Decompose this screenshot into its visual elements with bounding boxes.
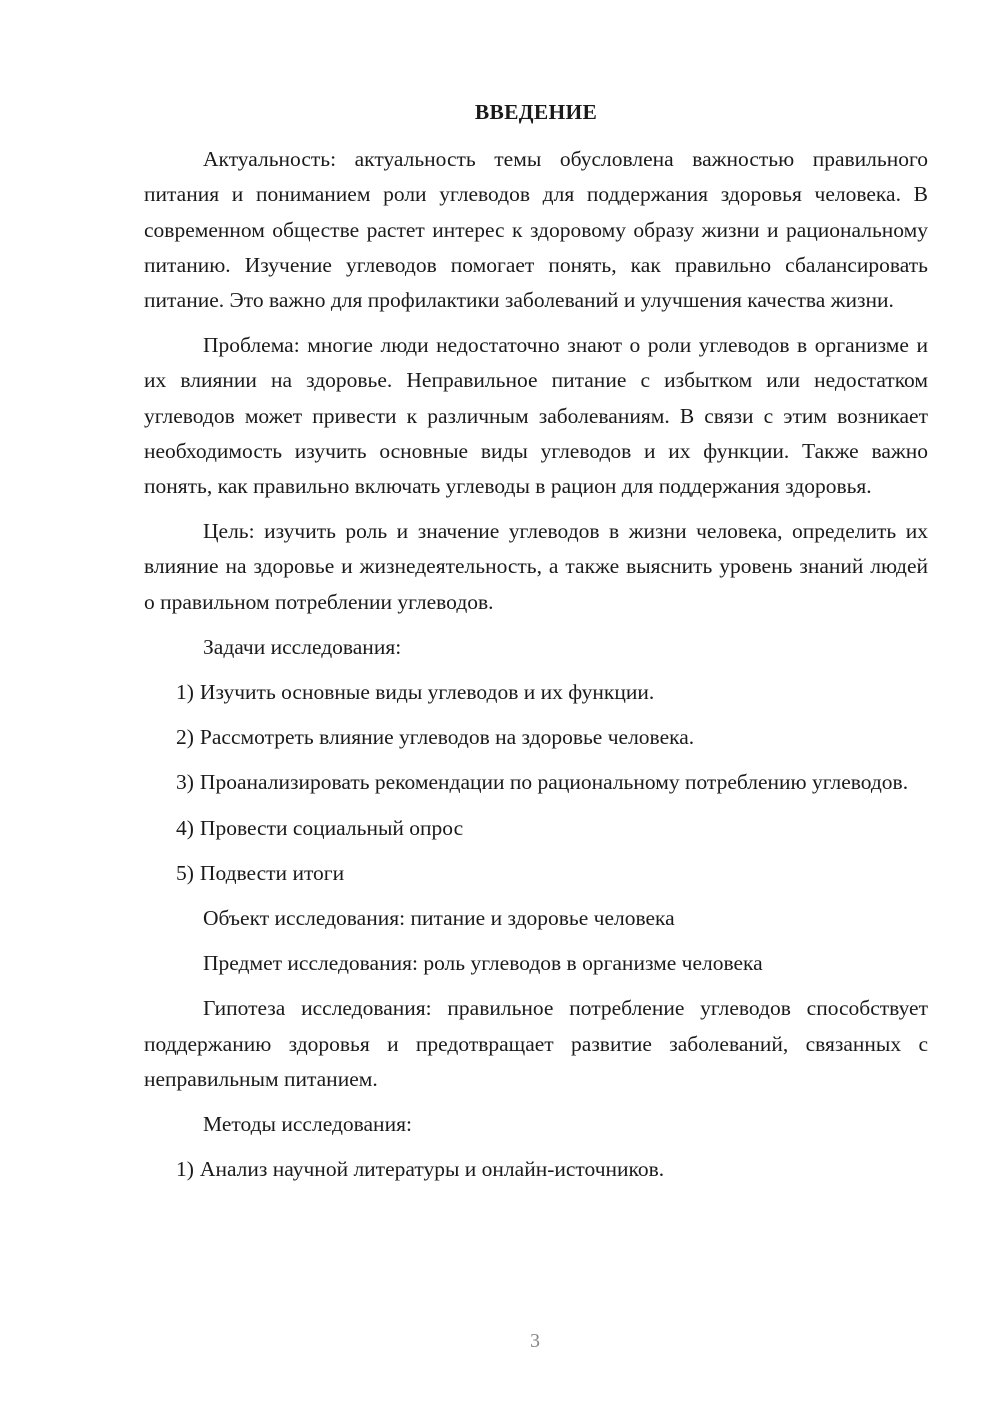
document-page — [144, 95, 928, 1197]
task-item — [144, 811, 928, 846]
task-number: 2) — [176, 725, 194, 750]
method-text: Анализ научной литературы и онлайн-источников. — [199, 1157, 665, 1182]
task-text: Провести социальный опрос — [199, 815, 464, 840]
method-item — [144, 1152, 928, 1187]
problem-paragraph: Проблема: многие люди недостаточно знают о роли углеводов в организме и их влиянии на здоровье. Неправильное питание с избытком или недостатком углеводов может привести к различным заболеваниям. В связи с этим возникает необходимость изучить основные виды углеводов и их функции. Также важно понять, как правильно включать углеводы в рацион для поддержания здоровья. — [144, 333, 928, 499]
task-text: Изучить основные виды углеводов и их функции. — [199, 680, 655, 705]
tasks-heading: Задачи исследования: — [203, 634, 402, 659]
section-title: ВВЕДЕНИЕ — [474, 100, 598, 124]
object-paragraph: Объект исследования: питание и здоровье человека — [203, 906, 675, 931]
relevance-paragraph: Актуальность: актуальность темы обусловлена важностью правильного питания и пониманием роли углеводов для поддержания здоровья человека. В современном обществе растет интерес к здоровому образу жизни и рациональному питанию. Изучение углеводов помогает понять, как правильно сбалансировать питание. Это важно для профилактики заболеваний и улучшения качества жизни. — [144, 147, 928, 313]
task-number: 3) — [176, 770, 194, 795]
task-item — [144, 765, 928, 800]
task-item — [144, 675, 928, 710]
method-number: 1) — [176, 1157, 194, 1182]
task-number: 4) — [176, 815, 194, 840]
methods-heading: Методы исследования: — [203, 1112, 412, 1137]
task-text: Подвести итоги — [199, 860, 345, 885]
task-item — [144, 720, 928, 755]
page-number: 3 — [530, 1330, 540, 1352]
task-number: 1) — [176, 680, 194, 705]
task-text: Рассмотреть влияние углеводов на здоровье человека. — [199, 725, 695, 750]
task-item — [144, 856, 928, 891]
task-number: 5) — [176, 860, 194, 885]
hypothesis-paragraph: Гипотеза исследования: правильное потребление углеводов способствует поддержанию здоровья и предотвращает развитие заболеваний, связанных с неправильным питанием. — [144, 996, 928, 1091]
subject-paragraph: Предмет исследования: роль углеводов в организме человека — [203, 951, 763, 976]
task-text: Проанализировать рекомендации по рациональному потреблению углеводов. — [199, 770, 909, 795]
goal-paragraph: Цель: изучить роль и значение углеводов в жизни человека, определить их влияние на здоровье и жизнедеятельность, а также выяснить уровень знаний людей о правильном потреблении углеводов. — [144, 519, 928, 614]
